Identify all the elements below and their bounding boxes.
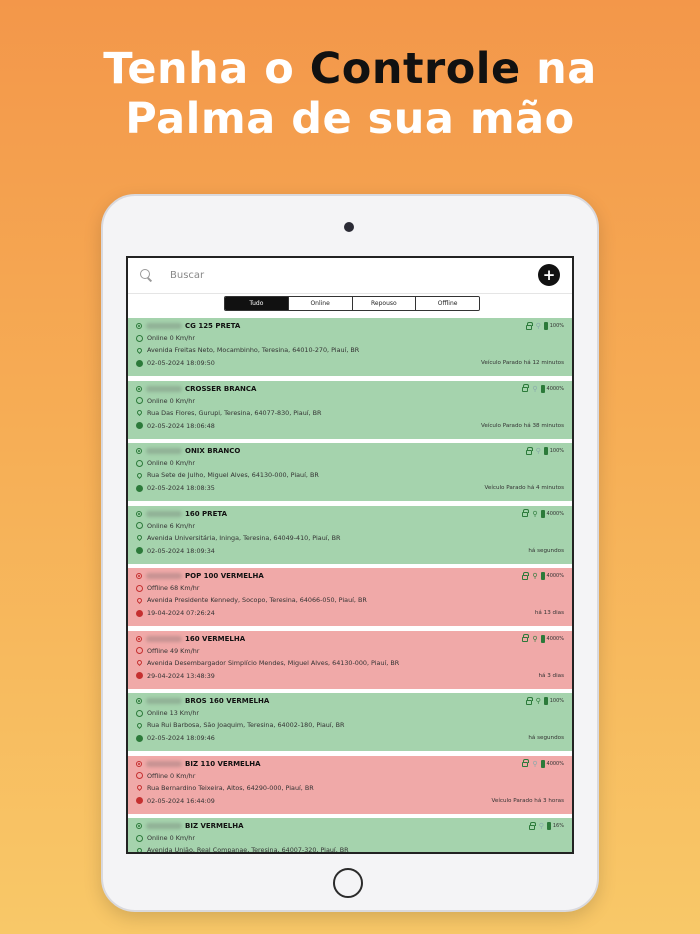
vehicle-name: CROSSER BRANCA [185, 384, 257, 393]
speedometer-icon [136, 397, 143, 404]
vehicle-address [136, 471, 319, 479]
datetime-text: 02-05-2024 18:06:48 [147, 421, 215, 430]
vehicle-card[interactable] [128, 631, 572, 689]
key-icon: ⚲ [535, 447, 541, 455]
lock-icon [522, 512, 528, 517]
speedometer-icon [136, 460, 143, 467]
location-pin-icon [136, 846, 143, 853]
datetime-text: 02-05-2024 18:08:35 [147, 484, 215, 492]
license-plate-blurred [146, 698, 182, 704]
vehicle-datetime [136, 672, 215, 680]
key-icon: ⚲ [532, 384, 538, 393]
battery-icon [541, 385, 545, 393]
clock-icon [136, 360, 143, 367]
datetime-text: 02-05-2024 18:09:50 [147, 359, 215, 367]
address-text: Rua Bernardino Teixeira, Altos, 64290-000, Piauí, BR [147, 783, 314, 792]
vehicle-address [136, 346, 359, 354]
speed-status: Online 0 Km/hr [147, 334, 195, 342]
battery-level: 4000% [546, 573, 564, 579]
vehicle-status-icons [526, 447, 564, 455]
key-icon: ⚲ [532, 759, 538, 768]
key-icon: ⚲ [532, 572, 538, 580]
battery-icon [541, 510, 545, 518]
status-dot-icon [136, 698, 142, 704]
tab-repouso[interactable]: Repouso [352, 297, 416, 310]
datetime-text: 02-05-2024 16:44:09 [147, 796, 215, 805]
vehicle-address [136, 721, 344, 729]
tab-tudo[interactable]: Tudo [225, 297, 288, 310]
clock-icon [136, 672, 143, 679]
address-text: Avenida Freitas Neto, Mocambinho, Teresina, 64010-270, Piauí, BR [147, 346, 360, 354]
battery-level: 100% [549, 323, 564, 329]
vehicle-address [136, 596, 367, 604]
vehicle-title [136, 572, 264, 580]
location-pin-icon [136, 346, 143, 353]
speed-status: Online 0 Km/hr [147, 834, 195, 842]
location-pin-icon [136, 534, 143, 541]
vehicle-speed [136, 709, 199, 717]
last-update-note: há segundos [528, 547, 564, 554]
vehicle-speed [136, 459, 195, 467]
key-icon: ⚲ [535, 322, 541, 330]
vehicle-status-icons [522, 510, 564, 518]
lock-icon [522, 575, 528, 580]
key-icon: ⚲ [532, 509, 538, 518]
vehicle-title [136, 635, 245, 643]
key-icon: ⚲ [535, 697, 541, 705]
vehicle-speed [136, 397, 195, 405]
battery-icon [547, 822, 551, 830]
vehicle-speed [136, 647, 199, 655]
status-dot-icon [136, 511, 142, 517]
battery-icon [544, 697, 548, 705]
speed-status: Online 13 Km/hr [147, 709, 200, 717]
clock-icon [136, 610, 143, 617]
lock-icon [526, 700, 532, 705]
address-text: Avenida Presidente Kennedy, Socopo, Teresina, 64066-050, Piauí, BR [147, 596, 367, 604]
vehicle-address [136, 534, 340, 542]
vehicle-speed [136, 834, 195, 842]
vehicle-card[interactable] [128, 756, 572, 814]
lock-icon [526, 325, 532, 330]
search-icon [140, 269, 154, 283]
vehicle-card[interactable] [128, 318, 572, 376]
vehicle-name: BIZ VERMELHA [185, 822, 244, 830]
battery-level: 100% [549, 448, 564, 454]
vehicle-speed [136, 584, 199, 592]
key-icon: ⚲ [538, 822, 544, 830]
vehicle-title [136, 447, 240, 455]
address-text: Rua Rui Barbosa, São Joaquim, Teresina, 64002-180, Piauí, BR [147, 721, 345, 729]
battery-level: 4000% [546, 385, 564, 392]
location-pin-icon [136, 721, 143, 728]
vehicle-address [136, 409, 321, 417]
location-pin-icon [136, 471, 143, 478]
clock-icon [136, 547, 143, 554]
battery-level: 4000% [546, 510, 564, 517]
status-dot-icon [136, 386, 142, 392]
vehicle-title [136, 385, 256, 393]
vehicle-title [136, 697, 269, 705]
last-update-note: Veículo Parado há 3 horas [491, 797, 564, 804]
clock-icon [136, 735, 143, 742]
speedometer-icon [136, 335, 143, 342]
speedometer-icon [136, 585, 143, 592]
address-text: Rua Das Flores, Gurupi, Teresina, 64077-830, Piauí, BR [147, 408, 322, 417]
clock-icon [136, 797, 143, 804]
search-input[interactable] [170, 270, 510, 281]
last-update-note: há segundos [528, 735, 564, 741]
status-dot-icon [136, 761, 142, 767]
vehicle-status-icons [522, 385, 564, 393]
location-pin-icon [136, 659, 143, 666]
headline [0, 44, 700, 144]
battery-level: 16% [552, 823, 564, 829]
license-plate-blurred [146, 448, 182, 454]
camera-icon [344, 222, 354, 232]
datetime-text: 19-04-2024 07:26:24 [147, 609, 215, 617]
status-dot-icon [136, 823, 142, 829]
vehicle-name: CG 125 PRETA [185, 322, 241, 330]
filter-tabs [224, 296, 480, 311]
battery-icon [541, 572, 545, 580]
vehicle-status-icons [526, 322, 564, 330]
battery-icon [541, 760, 545, 768]
battery-level: 100% [549, 698, 564, 704]
vehicle-datetime [136, 609, 215, 617]
tablet-frame [101, 194, 599, 912]
address-text: Avenida Universitária, Ininga, Teresina, 64049-410, Piauí, BR [147, 533, 341, 542]
address-text: Rua Sete de Julho, Miguel Alves, 64130-000, Piauí, BR [147, 471, 319, 479]
lock-icon [526, 450, 532, 455]
headline-line-1 [0, 44, 700, 94]
speedometer-icon [136, 772, 143, 779]
speedometer-icon [136, 647, 143, 654]
last-update-note: há 3 dias [538, 672, 564, 679]
speed-status: Offline 49 Km/hr [147, 646, 200, 655]
vehicle-name: BIZ 110 VERMELHA [185, 759, 261, 768]
vehicle-name: ONIX BRANCO [185, 447, 241, 455]
license-plate-blurred [146, 761, 182, 767]
headline-line-2: Palma de sua mão [125, 94, 575, 144]
vehicle-datetime [136, 484, 215, 492]
vehicle-address [136, 659, 399, 667]
vehicle-card[interactable] [128, 506, 572, 564]
vehicle-speed [136, 522, 195, 530]
vehicle-card[interactable] [128, 568, 572, 626]
vehicle-datetime [136, 547, 215, 555]
vehicle-name: 160 PRETA [185, 509, 227, 518]
vehicle-speed [136, 334, 195, 342]
key-icon: ⚲ [532, 634, 538, 643]
battery-level: 4000% [546, 760, 564, 767]
license-plate-blurred [146, 386, 182, 392]
app-screen [126, 256, 574, 854]
vehicle-card[interactable] [128, 443, 572, 501]
vehicle-card[interactable] [128, 818, 572, 854]
status-dot-icon [136, 636, 142, 642]
vehicle-title [136, 760, 261, 768]
speedometer-icon [136, 835, 143, 842]
speed-status: Online 0 Km/hr [147, 459, 195, 467]
status-dot-icon [136, 573, 142, 579]
vehicle-datetime [136, 797, 215, 805]
battery-icon [544, 447, 548, 455]
license-plate-blurred [146, 636, 182, 642]
license-plate-blurred [146, 323, 182, 329]
datetime-text: 02-05-2024 18:09:46 [147, 734, 215, 742]
vehicle-datetime [136, 734, 215, 742]
tab-offline[interactable]: Offline [415, 297, 479, 310]
vehicle-name: 160 VERMELHA [185, 634, 246, 643]
speed-status: Offline 68 Km/hr [147, 584, 200, 592]
vehicle-name: POP 100 VERMELHA [185, 572, 264, 580]
vehicle-datetime [136, 422, 215, 430]
location-pin-icon [136, 784, 143, 791]
license-plate-blurred [146, 573, 182, 579]
last-update-note: Veículo Parado há 12 minutos [480, 360, 564, 366]
location-pin-icon [136, 596, 143, 603]
speed-status: Online 0 Km/hr [147, 396, 195, 405]
headline-part-1: Tenha o [103, 44, 310, 94]
vehicle-title [136, 510, 227, 518]
vehicle-address [136, 846, 349, 854]
lock-icon [522, 637, 528, 642]
search-bar [128, 258, 572, 294]
vehicle-datetime [136, 359, 215, 367]
tab-online[interactable]: Online [288, 297, 352, 310]
vehicle-list [128, 318, 572, 854]
license-plate-blurred [146, 823, 182, 829]
lock-icon [522, 762, 528, 767]
headline-highlight: Controle [309, 44, 521, 94]
status-dot-icon [136, 323, 142, 329]
license-plate-blurred [146, 511, 182, 517]
vehicle-name: BROS 160 VERMELHA [185, 697, 270, 705]
vehicle-card[interactable] [128, 693, 572, 751]
vehicle-card[interactable] [128, 381, 572, 439]
vehicle-status-icons [522, 760, 564, 768]
vehicle-title [136, 322, 240, 330]
last-update-note: Veículo Parado há 38 minutos [480, 422, 564, 429]
location-pin-icon [136, 409, 143, 416]
battery-level: 4000% [546, 635, 564, 642]
speed-status: Online 6 Km/hr [147, 521, 195, 530]
vehicle-title [136, 822, 244, 830]
clock-icon [136, 485, 143, 492]
address-text: Avenida Desembargador Simplício Mendes, Miguel Alves, 64130-000, Piauí, BR [147, 658, 400, 667]
battery-icon [544, 322, 548, 330]
battery-icon [541, 635, 545, 643]
add-vehicle-button[interactable]: + [538, 264, 560, 286]
status-dot-icon [136, 448, 142, 454]
vehicle-status-icons [522, 635, 564, 643]
lock-icon [522, 387, 528, 392]
clock-icon [136, 422, 143, 429]
vehicle-status-icons [529, 822, 564, 830]
datetime-text: 29-04-2024 13:48:39 [147, 671, 215, 680]
last-update-note: Veículo Parado há 4 minutos [484, 485, 564, 491]
vehicle-speed [136, 772, 195, 780]
vehicle-status-icons [522, 572, 564, 580]
headline-part-2: na [520, 44, 597, 94]
speed-status: Offline 0 Km/hr [147, 771, 196, 780]
vehicle-address [136, 784, 314, 792]
lock-icon [529, 825, 535, 830]
address-text: Avenida União, Real Companae, Teresina, 64007-320, Piauí, BR [147, 846, 349, 854]
speedometer-icon [136, 710, 143, 717]
home-button[interactable] [333, 868, 363, 898]
last-update-note: há 13 dias [534, 610, 564, 616]
vehicle-status-icons [526, 697, 564, 705]
datetime-text: 02-05-2024 18:09:34 [147, 546, 215, 555]
speedometer-icon [136, 522, 143, 529]
